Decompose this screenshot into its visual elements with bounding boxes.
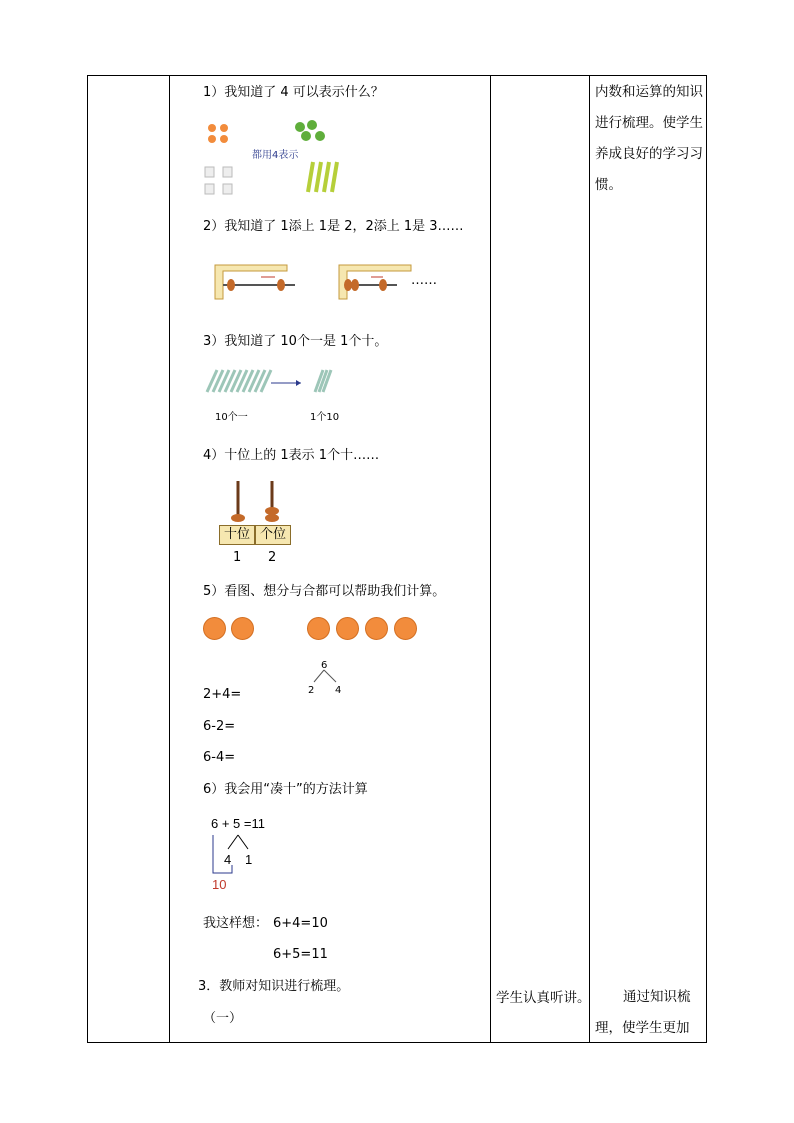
think-step-2: 6+5=11 bbox=[273, 947, 328, 962]
item-3-text: 3）我知道了 10个一是 1个十。 bbox=[203, 334, 388, 349]
counting-beads-illustration bbox=[215, 265, 405, 305]
equation-2: 6-2= bbox=[203, 719, 236, 734]
item-2-text: 2）我知道了 1添上 1是 2，2添上 1是 3…… bbox=[203, 219, 464, 234]
equation-3: 6-4= bbox=[203, 750, 236, 765]
tens-place-label: 十位 bbox=[219, 525, 255, 545]
item-3-right-label: 1个10 bbox=[310, 412, 340, 423]
orange-circle bbox=[365, 617, 388, 640]
orange-circle bbox=[307, 617, 330, 640]
item-5-text: 5）看图、想分与合都可以帮助我们计算。 bbox=[203, 584, 446, 599]
column-divider bbox=[589, 76, 590, 1042]
step-3-text: 3．教师对知识进行梳理。 bbox=[198, 979, 350, 994]
column-divider bbox=[490, 76, 491, 1042]
intent-top-text: 内数和运算的知识进行梳理。使学生养成良好的学习习惯。 bbox=[595, 84, 703, 193]
item-2-dots: …… bbox=[411, 273, 437, 288]
ones-place-label: 个位 bbox=[255, 525, 291, 545]
item-4-text: 4）十位上的 1表示 1个十…… bbox=[203, 448, 380, 463]
think-label: 我这样想： bbox=[203, 916, 269, 931]
tens-digit: 1 bbox=[233, 550, 242, 565]
item-6-text: 6）我会用“凑十”的方法计算 bbox=[203, 782, 368, 797]
orange-circle bbox=[203, 617, 226, 640]
orange-circle bbox=[336, 617, 359, 640]
ten-sticks-bundle-illustration bbox=[205, 368, 345, 398]
ones-digit: 2 bbox=[268, 550, 277, 565]
item-3-left-label: 10个一 bbox=[215, 412, 248, 423]
column-divider bbox=[169, 76, 170, 1042]
make-ten-lines bbox=[210, 833, 260, 878]
step-3-sub: （一） bbox=[203, 1011, 243, 1026]
split-right-digit: 1 bbox=[245, 852, 253, 867]
think-step-1: 6+4=10 bbox=[273, 916, 328, 931]
number-bond-left: 2 bbox=[308, 685, 315, 696]
student-activity-text: 学生认真听讲。 bbox=[496, 990, 591, 1006]
number-bond-right: 4 bbox=[335, 685, 342, 696]
split-left-digit: 4 bbox=[224, 852, 232, 867]
number-bond-lines bbox=[312, 670, 342, 684]
number-bond-top: 6 bbox=[321, 660, 328, 671]
equation-1: 2+4= bbox=[203, 687, 242, 702]
orange-circle bbox=[231, 617, 254, 640]
orange-circle bbox=[394, 617, 417, 640]
abacus-illustration bbox=[220, 481, 300, 526]
item-1-caption: 都用4表示 bbox=[252, 150, 299, 161]
item-1-text: 1）我知道了 4 可以表示什么？ bbox=[203, 85, 384, 100]
make-ten-expression: 6 + 5 =11 bbox=[211, 816, 265, 831]
ten-result: 10 bbox=[212, 877, 227, 892]
intent-bottom-text: 通过知识梳理，使学生更加 bbox=[595, 989, 691, 1036]
